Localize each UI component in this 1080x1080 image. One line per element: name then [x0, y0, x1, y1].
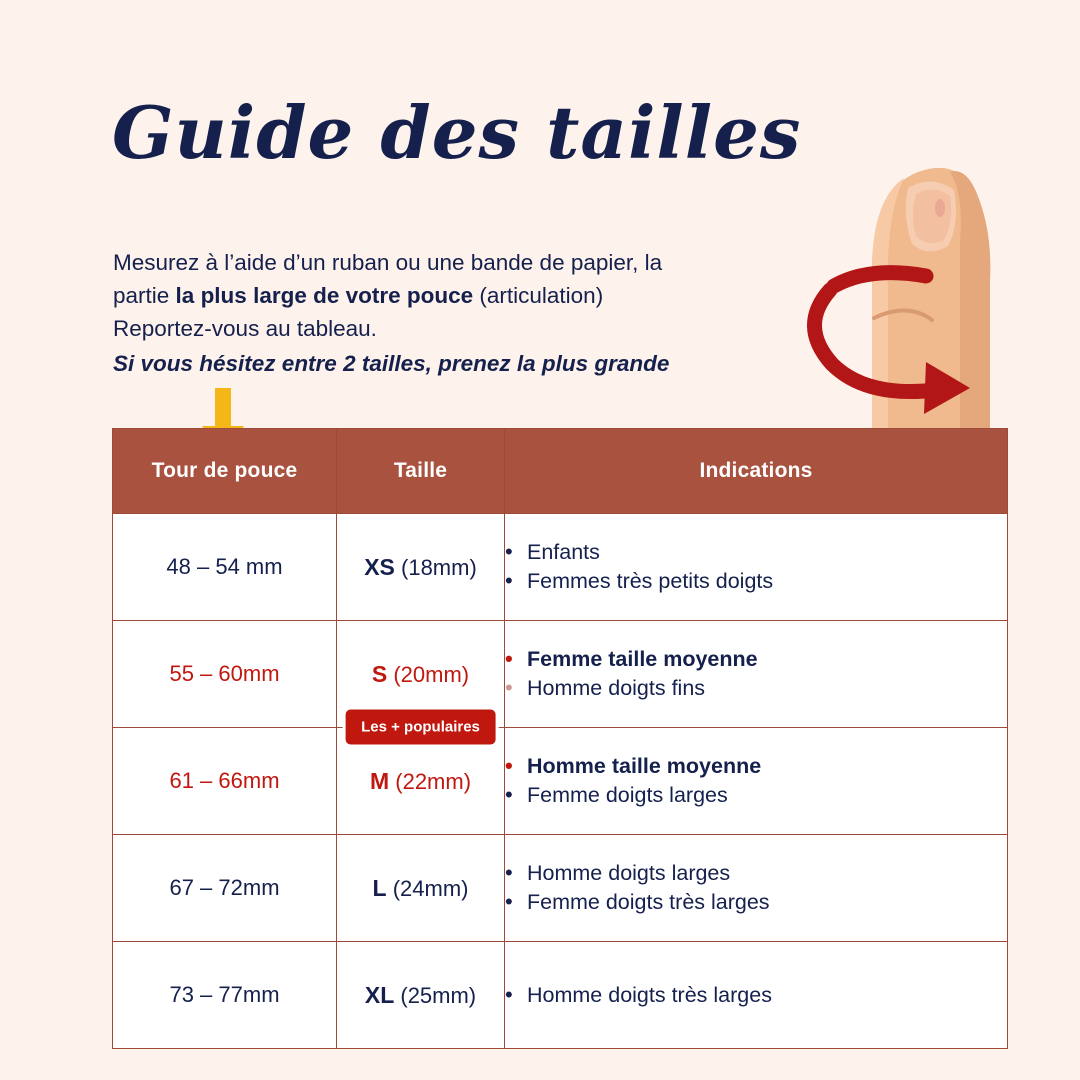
size-letter: XS [364, 553, 395, 580]
cell-indications [505, 942, 1008, 1049]
cell-size [337, 942, 505, 1049]
size-letter: S [371, 660, 388, 687]
header-indications: Indications [505, 429, 1008, 514]
cell-indications [505, 514, 1008, 621]
table-row [113, 514, 1008, 621]
cell-thumb: 48 – 54 mm [113, 514, 337, 621]
page-title: Guide des tailles [112, 90, 802, 175]
list-item: • Homme doigts larges [505, 859, 1007, 888]
cell-indications [505, 835, 1008, 942]
cell-thumb: 61 – 66mm [113, 728, 337, 835]
size-table-container [112, 428, 1007, 1049]
cell-size [337, 514, 505, 621]
list-item: • Femmes très petits doigts [505, 567, 1007, 596]
intro-line-2-a: partie [113, 283, 176, 308]
table-row [113, 835, 1008, 942]
size-letter: M [369, 767, 390, 794]
size-mm: (20mm) [387, 661, 470, 687]
intro-line-3: Reportez-vous au tableau. [113, 316, 377, 341]
table-row [113, 942, 1008, 1049]
list-item: • Enfants [505, 538, 1007, 567]
cell-size [337, 835, 505, 942]
cell-thumb: 67 – 72mm [113, 835, 337, 942]
cell-indications [505, 621, 1008, 728]
size-letter: XL [364, 981, 395, 1008]
size-mm: (22mm) [389, 768, 472, 794]
list-item: • Femme doigts très larges [505, 888, 1007, 917]
list-item: • Homme doigts très larges [505, 981, 1007, 1010]
list-item: • Femme doigts larges [505, 781, 1007, 810]
list-item: • Homme taille moyenne [505, 752, 1007, 781]
cell-thumb: 55 – 60mm [113, 621, 337, 728]
table-row [113, 621, 1008, 728]
intro-line-2-b: (articulation) [473, 283, 604, 308]
intro-line-1: Mesurez à l’aide d’un ruban ou une bande de papier, la [113, 250, 663, 275]
list-item: • Femme taille moyenne [505, 645, 1007, 674]
intro-paragraph [113, 246, 813, 380]
cell-thumb: 73 – 77mm [113, 942, 337, 1049]
table-row [113, 728, 1008, 835]
size-letter: L [372, 874, 387, 901]
header-thumb-circumference: Tour de pouce [113, 429, 337, 514]
size-mm: (18mm) [394, 554, 477, 580]
indication-list [505, 752, 1007, 810]
table-header-row [113, 429, 1008, 514]
popular-badge: Les + populaires [345, 710, 496, 745]
cell-indications [505, 728, 1008, 835]
header-size: Taille [337, 429, 505, 514]
size-table [112, 428, 1008, 1049]
intro-emphasis: Si vous hésitez entre 2 tailles, prenez la plus grande [113, 351, 670, 376]
intro-line-2-bold: la plus large de votre pouce [175, 283, 474, 308]
indication-list [505, 981, 1007, 1010]
cell-size [337, 621, 505, 736]
indication-list [505, 859, 1007, 917]
indication-list [505, 645, 1007, 703]
size-mm: (24mm) [386, 875, 469, 901]
thumb-illustration [800, 150, 1050, 450]
size-mm: (25mm) [394, 982, 477, 1008]
list-item: • Homme doigts fins [505, 674, 1007, 703]
indication-list [505, 538, 1007, 596]
